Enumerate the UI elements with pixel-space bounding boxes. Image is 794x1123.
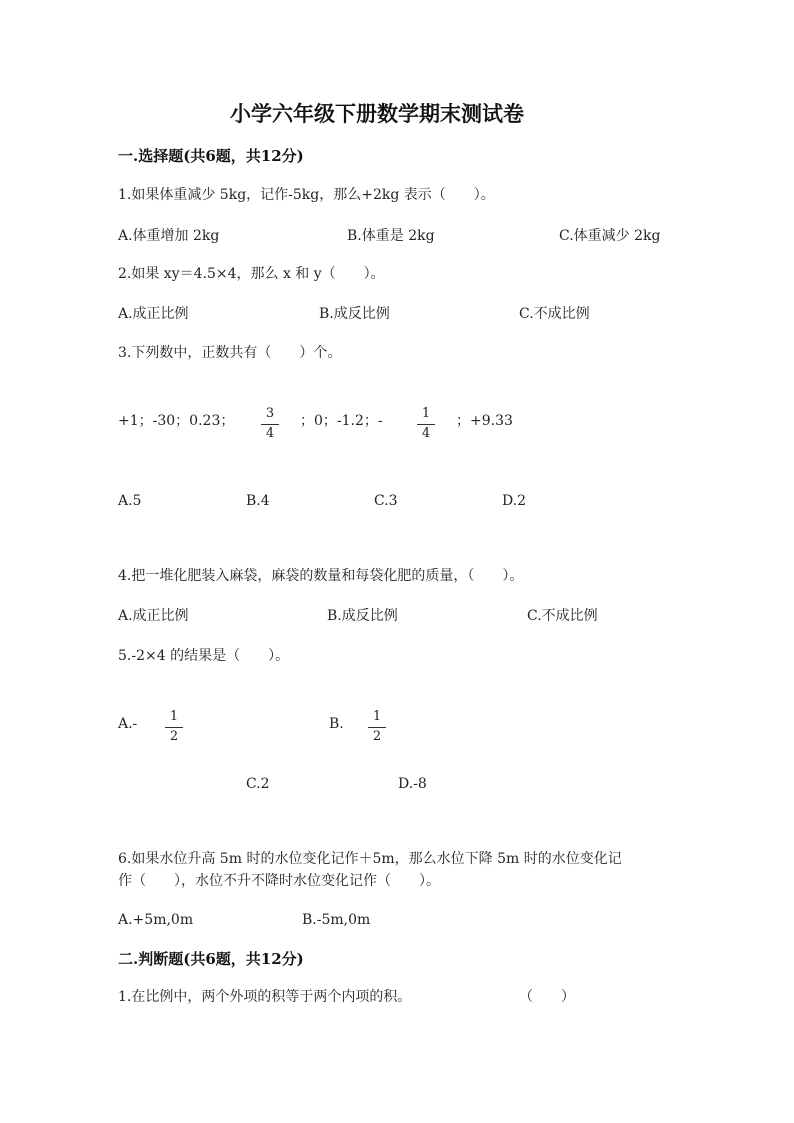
question-1-1: 1.如果体重减少 5kg，记作-5kg，那么+2kg 表示（ ）。 (118, 187, 495, 203)
number-list-part-1: +1；-30；0.23； (118, 413, 235, 429)
question-1-3: 3.下列数中，正数共有（ ）个。 (118, 345, 342, 361)
option-1-5-a-prefix: A.- (118, 716, 138, 732)
option-1-4-b: B.成反比例 (327, 608, 398, 624)
option-1-2-c: C.不成比例 (519, 306, 590, 322)
fraction-3-4 (261, 407, 279, 443)
fraction-bar (368, 727, 386, 728)
fraction-bar (261, 424, 279, 425)
option-1-5-b-prefix: B. (329, 716, 344, 732)
section-2-heading: 二.判断题(共6题，共12分) (118, 950, 304, 968)
question-1-6-line-1: 6.如果水位升高 5m 时的水位变化记作＋5m，那么水位下降 5m 时的水位变化记 (118, 851, 622, 867)
option-1-5-d: D.-8 (398, 776, 427, 792)
option-1-6-b: B.-5m,0m (302, 912, 371, 928)
option-1-2-a: A.成正比例 (118, 306, 189, 322)
fraction-denominator: 4 (421, 426, 431, 441)
option-1-1-b: B.体重是 2kg (347, 228, 435, 244)
fraction-denominator: 2 (169, 729, 179, 744)
fraction-bar (417, 424, 435, 425)
question-1-5: 5.-2×4 的结果是（ ）。 (118, 648, 290, 664)
question-1-6-line-2: 作（ ），水位不升不降时水位变化记作（ ）。 (118, 873, 440, 889)
page-title: 小学六年级下册数学期末测试卷 (230, 101, 524, 126)
fraction-numerator: 1 (421, 406, 431, 421)
fraction-1-2-b (368, 710, 386, 746)
fraction-numerator: 1 (169, 709, 179, 724)
option-1-4-a: A.成正比例 (118, 608, 189, 624)
option-1-4-c: C.不成比例 (527, 608, 598, 624)
option-1-1-a: A.体重增加 2kg (118, 228, 220, 244)
answer-blank: （ ） (519, 989, 575, 1005)
question-1-2: 2.如果 xy＝4.5×4，那么 x 和 y（ ）。 (118, 266, 385, 282)
fraction-bar (165, 727, 183, 728)
option-1-1-c: C.体重减少 2kg (559, 228, 661, 244)
number-list-part-3: ；+9.33 (456, 413, 513, 429)
fraction-1-4 (417, 407, 435, 443)
question-2-1: 1.在比例中，两个外项的积等于两个内项的积。 (118, 989, 412, 1005)
question-1-4: 4.把一堆化肥装入麻袋，麻袋的数量和每袋化肥的质量，（ ）。 (118, 568, 524, 584)
option-1-5-c: C.2 (246, 776, 270, 792)
option-1-3-d: D.2 (502, 493, 527, 509)
option-1-2-b: B.成反比例 (319, 306, 390, 322)
section-1-heading: 一.选择题(共6题，共12分) (118, 147, 304, 165)
fraction-denominator: 4 (265, 426, 275, 441)
number-list-part-2: ；0；-1.2；- (300, 413, 383, 429)
fraction-numerator: 1 (372, 709, 382, 724)
option-1-3-c: C.3 (374, 493, 398, 509)
option-1-6-a: A.+5m,0m (118, 912, 194, 928)
fraction-denominator: 2 (372, 729, 382, 744)
fraction-1-2-a (165, 710, 183, 746)
option-1-3-a: A.5 (118, 493, 142, 509)
fraction-numerator: 3 (265, 406, 275, 421)
option-1-3-b: B.4 (246, 493, 270, 509)
